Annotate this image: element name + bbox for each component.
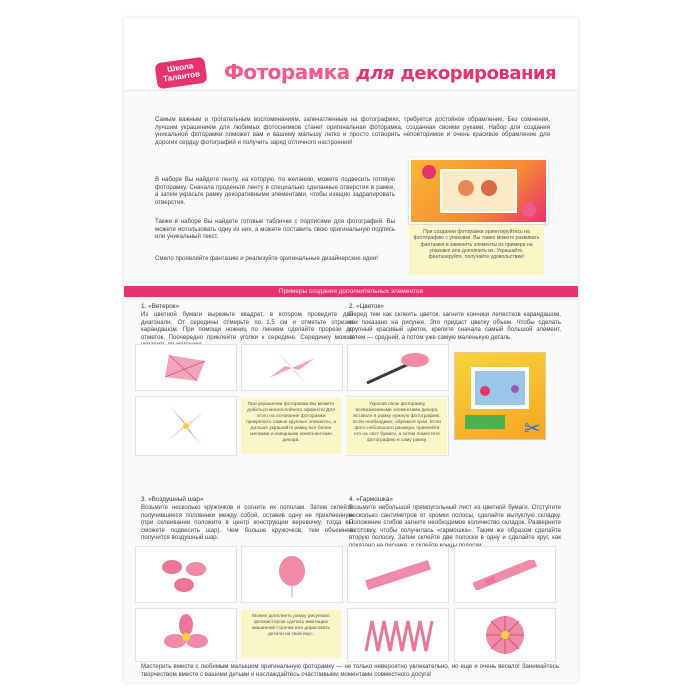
title-main: Фоторамка bbox=[224, 60, 350, 84]
text-cvetok: Перед тем как склеить цветок, загните кончики лепестков карандашом, как показано на рисунке. Это придаст цветку объем. Чтобы сделать крупный красивый цветок, крепите сначала самый большой элемент, затем — средний, а потом уже самую маленькую деталь. bbox=[349, 311, 561, 341]
text-veterok: Из цветной бумаги вырежьте квадрат, в котором проведите две диагонали. От середины отмерьте по 1,5 см и отметьте отрезки карандашом. При помощи ножниц по линиям сделайте прорези до отметок. Поочередно приклейте уголки к середине. Серединку можно bbox=[141, 311, 353, 341]
cvetok-step-1-image bbox=[347, 344, 449, 391]
garmoshka-step-4-image bbox=[454, 608, 556, 662]
shar-step-1-image bbox=[135, 546, 237, 603]
tip-veterok: При украшении фоторамки Вы можете добиться многослойного эффекта! Для этого на основание фоторамки прикрепите самые крупные элементы, а дальше украшайте рамку все более мелкими и изящными компонентами декора. bbox=[241, 398, 341, 454]
garmoshka-step-1-image bbox=[347, 546, 449, 603]
intro-paragraph-3: Также в наборе Вы найдете готовые таблички с подписями для фотографий. Вы можете использовать одну из них, а можете поставить свою оригинальную подпись или уникальный текст. bbox=[155, 218, 395, 241]
heading-garmoshka: 4. «Гармошка» bbox=[349, 496, 393, 503]
tip-cvetok: Украсив свою фоторамку всевозможными элементами декора, вставьте в рамку нужную фотографию. Если необходимо, обрежьте края. Если фото небольшого размера, приклейте его на лист бумаги, а затем поместите фотографию в саму рамку. bbox=[347, 398, 447, 454]
veterok-step-3-image bbox=[135, 396, 237, 456]
garmoshka-step-2-image bbox=[454, 546, 556, 603]
frame-example-photo bbox=[409, 158, 548, 224]
shar-step-3-image bbox=[135, 608, 237, 662]
text-garmoshka: Возьмите небольшой прямоугольный лист из цветной бумаги. Отступите несколько сантиметров от кромки полосы, сделайте выпуклую складку. Положение сгибов загните необходимое количество складок. Разверните заготовку, чтобы получилась «гармошка». Таким же образом сделайте вторую полоску. Затем склейте две полоски в одну и сделайте круг, как bbox=[349, 504, 561, 542]
title-for: для bbox=[356, 63, 394, 84]
heading-shar: 3. «Воздушный шар» bbox=[141, 496, 204, 503]
instruction-sheet bbox=[124, 18, 578, 682]
scissors-icon: ✂ bbox=[524, 418, 541, 440]
brand-logo: Школа Талантов bbox=[154, 57, 207, 90]
page-title bbox=[224, 60, 556, 84]
section-band-text: Примеры создания дополнительных элементов bbox=[278, 288, 424, 295]
shar-step-2-image bbox=[241, 546, 343, 603]
heading-veterok: 1. «Ветерок» bbox=[141, 303, 180, 310]
intro-paragraph-4: Смело проявляйте фантазию и реализуйте оригинальные дизайнерские идеи! bbox=[155, 255, 378, 262]
closing-paragraph: Мастерить вместе с любимым малышом оригинальную фоторамку — не только невероятно увлекательно, но еще и очень весело! Занимайтесь творчеством вместе с вашими детьми и наслаждайтесь счастливыми моментами совместного досуга! bbox=[141, 663, 559, 678]
text-shar: Возьмите несколько кружочков и согните их пополам. Затем склейте получившиеся половинки между собой, оставив одну не приклеенную (при склеивании положите в центр конструкции веревочку, тогда вы сможете подвесить шар). Чем больше кружочков, тем объемнее получится воздушный шар. bbox=[141, 504, 353, 542]
intro-paragraph-2: В наборе Вы найдете ленту, на которую, по желанию, можете подвесить готовую фоторамку. Сначала проденьте ленту в специально сделанные отверстия в рамке, а затем украсьте рамку декоративными элементами, чтобы изящно задрапировать отверстия. bbox=[155, 176, 395, 206]
heading-cvetok: 2. «Цветок» bbox=[349, 303, 384, 310]
veterok-step-1-image bbox=[135, 344, 237, 391]
intro-paragraph-1: Самым важным и трогательным воспоминаниям, запечатленным на фотографиях, требуется достойное обрамление. Без сомнения, лучшим украшением для любимых фотоснимков станет оригинальная фоторамка, созданная своими руками. Набор для создания уникальной фоторамки поможет вам и вашему малышу легко и просто сотворить неповторимое и очень красивое обрамление для дорогих сердцу фотографий и получить заряд отличного настроения! bbox=[155, 116, 550, 146]
garmoshka-step-3-image bbox=[347, 608, 449, 662]
title-rest: декорирования bbox=[400, 63, 557, 84]
header bbox=[124, 18, 578, 91]
photo-note: При создании фоторамки ориентируйтесь на фотографию с упаковки. Вы также можете развивать фантазию и заменить элементы из примера на упаковке или дополнить их. Украшайте, фантазируйте, получайте удовольствие! bbox=[409, 225, 544, 275]
veterok-step-2-image bbox=[241, 344, 343, 391]
tip-shar: Можно дополнить рамку рисунком: фломастером сделать имитацию машинной строчки или дорисовать детали на свой вкус. bbox=[241, 610, 341, 658]
